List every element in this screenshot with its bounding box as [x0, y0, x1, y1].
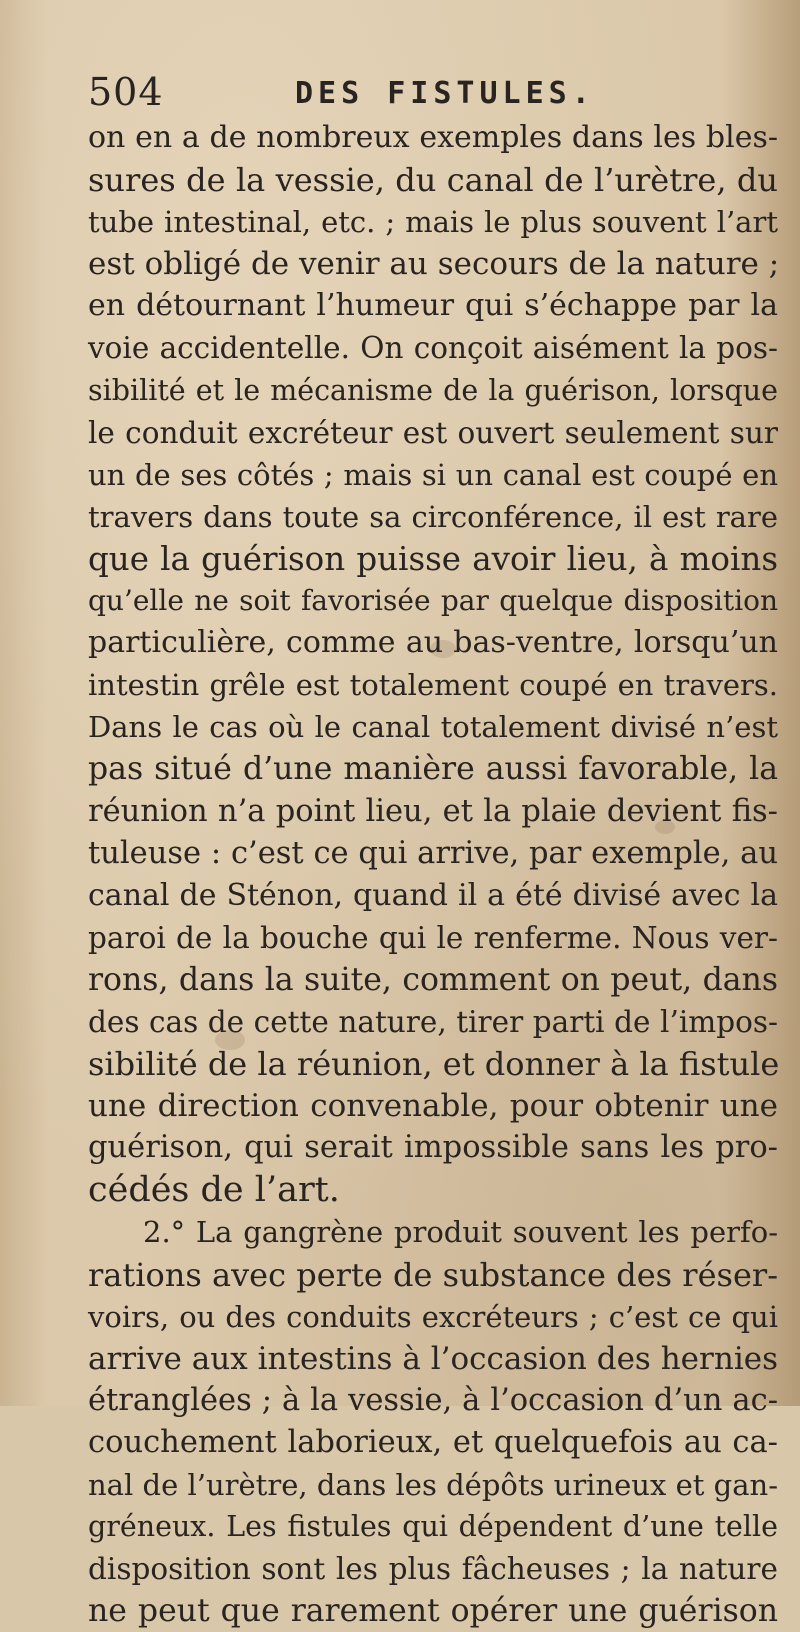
text-line: rons, dans la suite, comment on peut, dans	[88, 961, 778, 998]
text-line: tube intestinal, etc. ; mais le plus souvent l’art	[88, 205, 778, 240]
text-line: arrive aux intestins à l’occasion des hernies	[88, 1340, 778, 1377]
text-line: pas situé d’une manière aussi favorable, la	[88, 751, 778, 788]
text-line: étranglées ; à la vessie, à l’occasion d’un ac-	[88, 1382, 778, 1418]
text-line: disposition sont les plus fâcheuses ; la nature	[88, 1552, 778, 1587]
text-line: tuleuse : c’est ce qui arrive, par exemple, au	[88, 835, 778, 871]
text-line: paroi de la bouche qui le renferme. Nous ver-	[88, 920, 778, 955]
text-line: cédés de l’art.	[88, 1170, 340, 1211]
text-line: le conduit excréteur est ouvert seulement sur	[88, 415, 778, 450]
text-line: un de ses côtés ; mais si un canal est coupé en	[88, 457, 778, 492]
text-line: ne peut que rarement opérer une guérison	[88, 1593, 778, 1630]
text-line: sibilité et le mécanisme de la guérison, lorsque	[88, 373, 778, 407]
text-line: une direction convenable, pour obtenir une	[88, 1088, 778, 1125]
text-line: sibilité de la réunion, et donner à la fistule	[88, 1045, 780, 1084]
page-header	[88, 70, 768, 120]
body-text	[88, 117, 778, 1632]
text-line: des cas de cette nature, tirer parti de l’impos-	[88, 1004, 778, 1039]
text-line: on en a de nombreux exemples dans les bles-	[88, 120, 778, 155]
text-line: voirs, ou des conduits excréteurs ; c’est ce qui	[88, 1299, 778, 1334]
text-line: travers dans toute sa circonférence, il est rare	[88, 499, 778, 534]
text-line: intestin grêle est totalement coupé en travers.	[88, 668, 778, 703]
text-line: gréneux. Les fistules qui dépendent d’une telle	[88, 1510, 778, 1544]
text-line: est obligé de venir au secours de la nature ;	[88, 246, 780, 283]
running-title: DES FISTULES.	[295, 76, 595, 111]
text-line: en détournant l’humeur qui s’échappe par la	[88, 288, 778, 324]
text-line: qu’elle ne soit favorisée par quelque disposition	[88, 584, 778, 618]
text-line: couchement laborieux, et quelquefois au ca-	[88, 1424, 778, 1460]
text-line: 2.° La gangrène produit souvent les perfo-	[143, 1215, 778, 1250]
text-line: Dans le cas où le canal totalement divisé n’est	[88, 710, 778, 745]
text-line: que la guérison puisse avoir lieu, à moins	[88, 539, 778, 578]
text-line: particulière, comme au bas-ventre, lorsqu’un	[88, 625, 778, 661]
text-line: nal de l’urètre, dans les dépôts urineux et gan-	[88, 1468, 778, 1502]
text-line: réunion n’a point lieu, et la plaie devient fis-	[88, 793, 778, 829]
text-line: voie accidentelle. On conçoit aisément la pos-	[88, 331, 778, 366]
text-line: canal de Sténon, quand il a été divisé avec la	[88, 877, 778, 913]
text-line: sures de la vessie, du canal de l’urètre, du	[88, 161, 778, 200]
page-number: 504	[88, 70, 164, 114]
text-line: rations avec perte de substance des réser-	[88, 1255, 778, 1294]
text-line: guérison, qui serait impossible sans les pro-	[88, 1130, 778, 1166]
